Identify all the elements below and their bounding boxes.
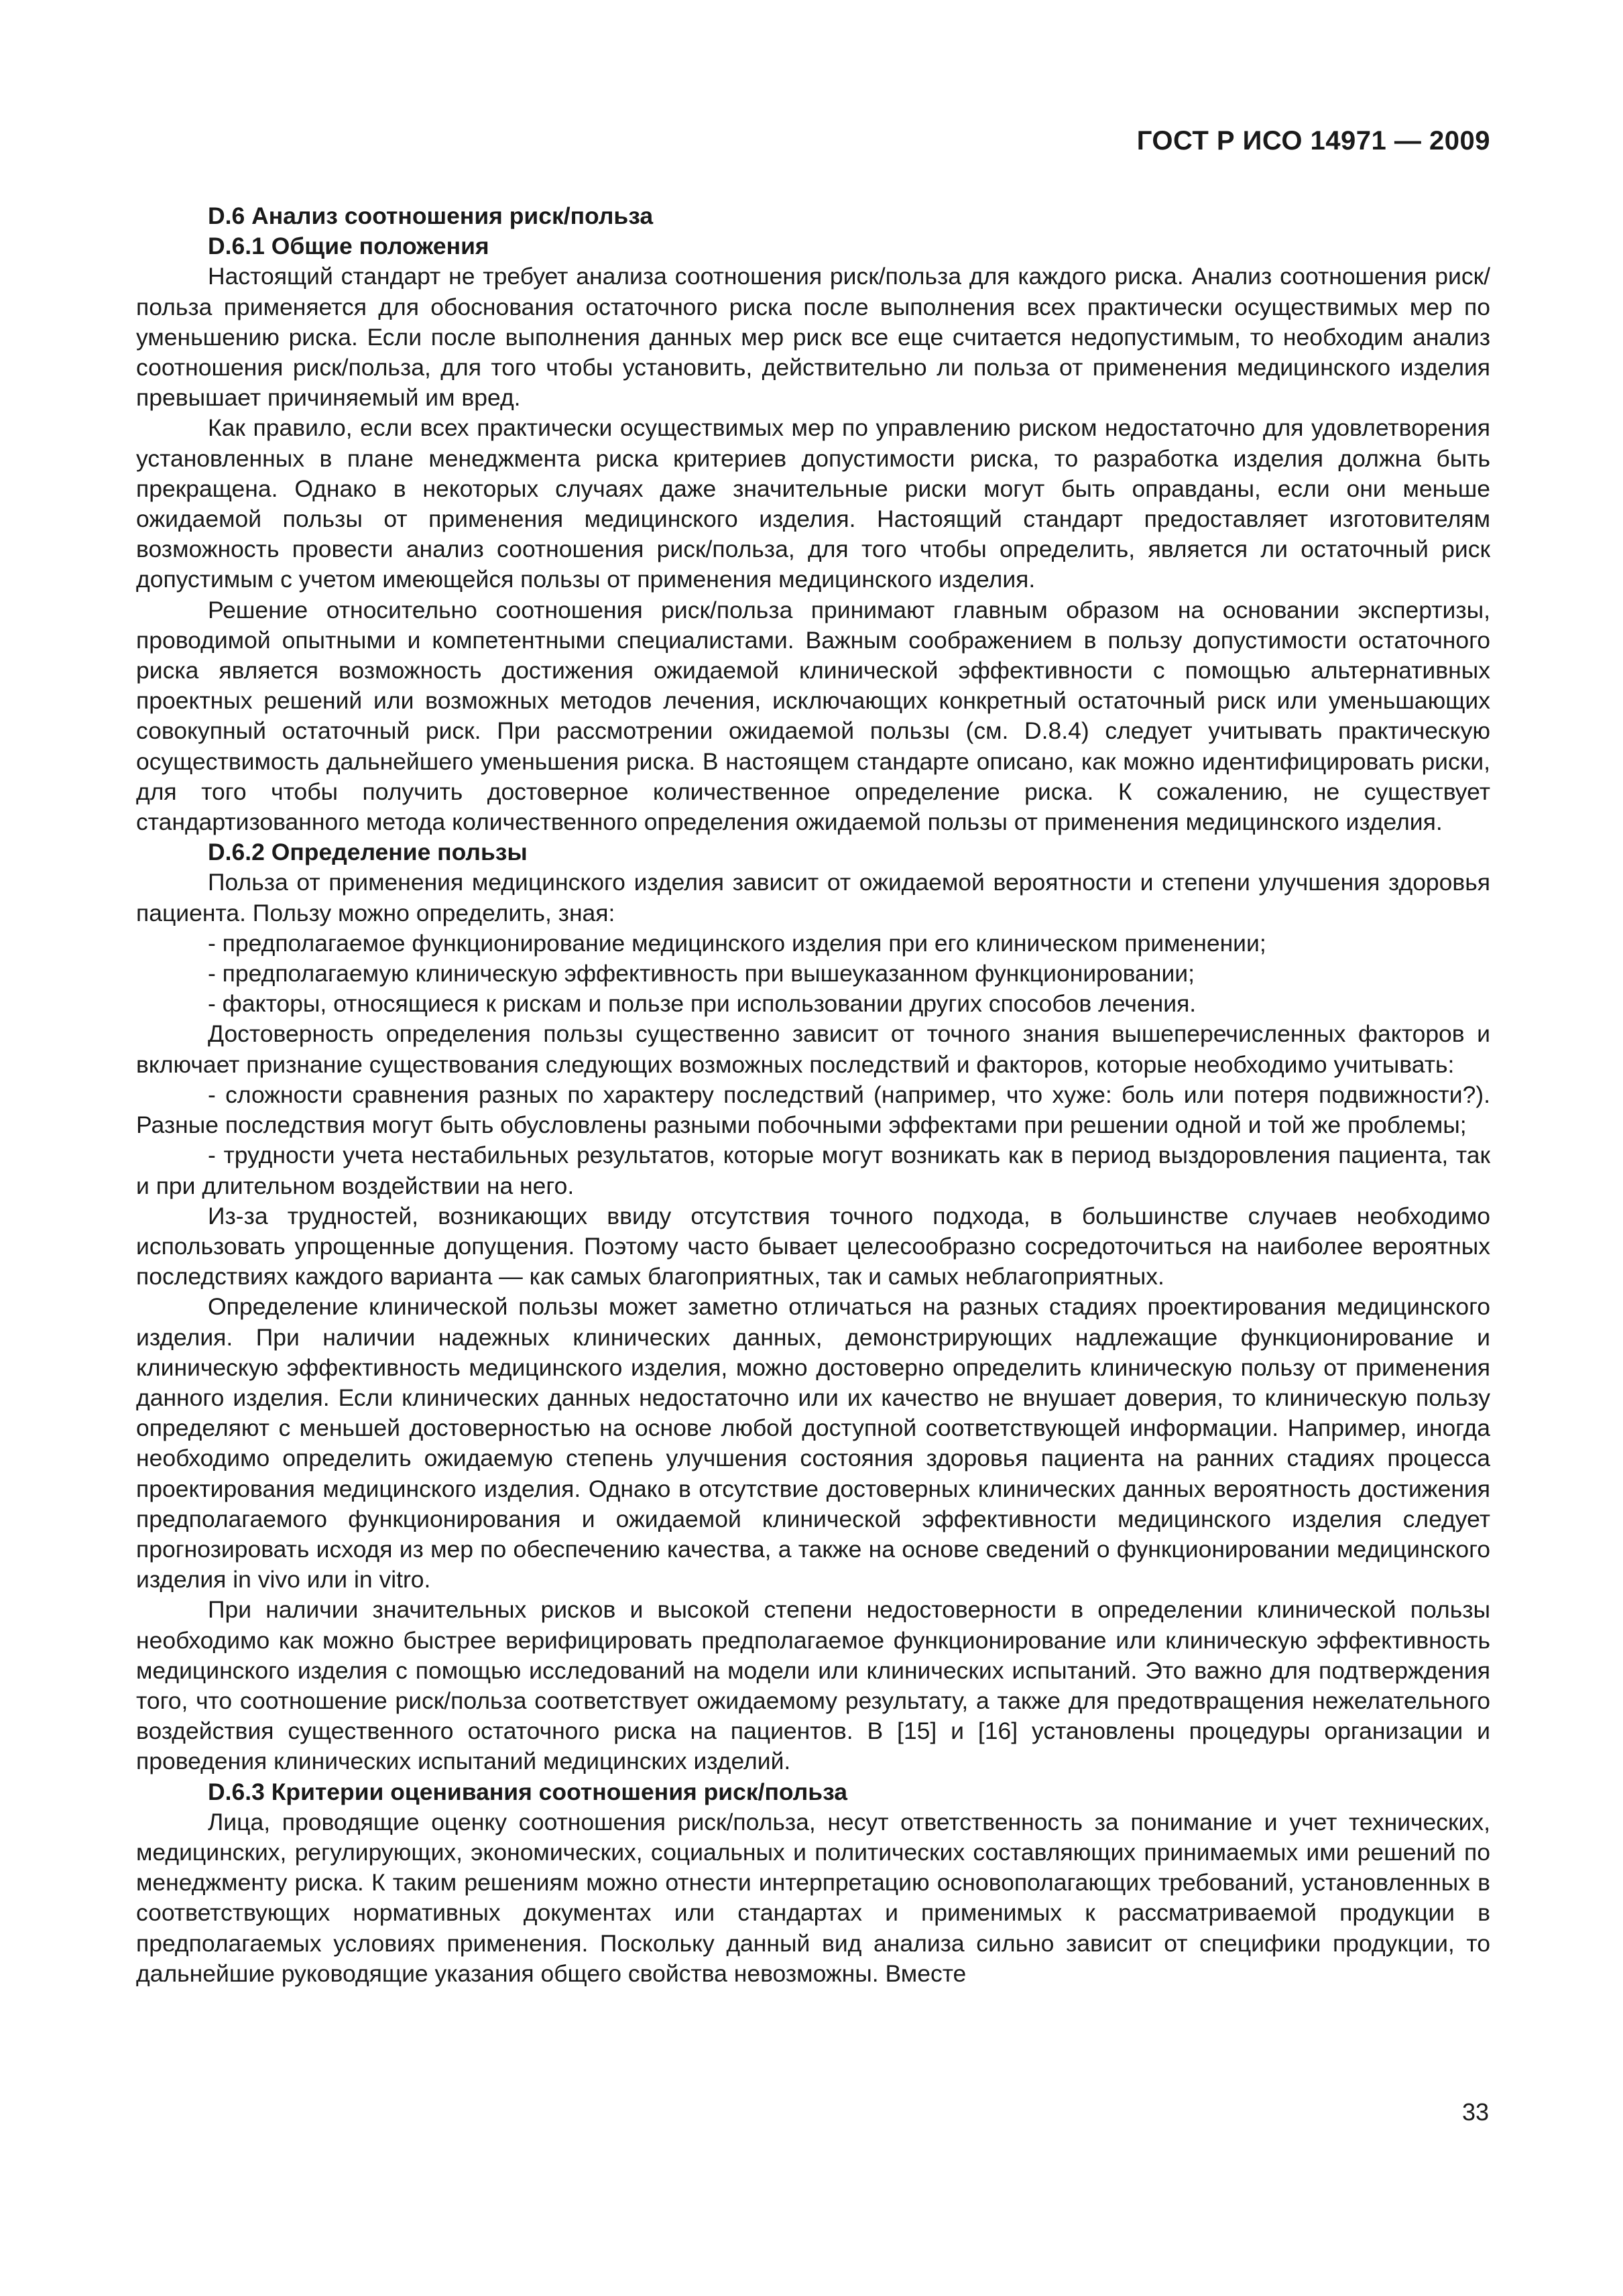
paragraph: Настоящий стандарт не требует анализа соотношения риск/польза для каждого риска. Анализ соотношения риск/польза применяется для обоснования остаточного риска после выполнения всех практически осуществимых мер по уменьшению риска. Если после выполнения данных мер риск все еще считается недопустимым, то необходим анализ соотношения риск/польза, для того чтобы установить, действительно ли польза от применения медицинского изделия превышает причиняемый им вред.: [136, 263, 1490, 412]
section-heading: D.6.1 Общие положения: [208, 233, 489, 260]
section-heading: D.6.2 Определение пользы: [208, 839, 528, 866]
list-item: - трудности учета нестабильных результатов, которые могут возникать как в период выздоровления пациента, так и при длительном воздействии на него.: [136, 1142, 1490, 1199]
paragraph: Решение относительно соотношения риск/польза принимают главным образом на основании экспертизы, проводимой опытными и компетентными специалистами. Важным соображением в пользу допустимости остаточного риска является возможность достижения ожидаемой клинической эффективности с помощью альтернативных проектных решений или возможных методов лечения, исключающих конкретный остаточный риск или уменьшающих совокупный остаточный риск. При рассмотрении ожидаемой пользы (см. D.8.4) следует учитывать практическую осуществимость дальнейшего уменьшения риска. В настоящем стандарте описано, как можно идентифицировать риски, для того чтобы получить достоверное количественное определение риска. К сожалению, не существует стандартизованного метода количественного определения ожидаемой пользы от применения медицинского изделия.: [136, 596, 1490, 836]
list-item: - предполагаемую клиническую эффективность при вышеуказанном функционировании;: [208, 960, 1195, 987]
paragraph: Из-за трудностей, возникающих ввиду отсутствия точного подхода, в большинстве случаев необходимо использовать упрощенные допущения. Поэтому часто бывает целесообразно сосредоточиться на наиболее вероятных последствиях каждого варианта — как самых благоприятных, так и самых неблагоприятных.: [136, 1202, 1490, 1290]
list-item: - предполагаемое функционирование медицинского изделия при его клиническом применении;: [208, 929, 1266, 957]
page-number: 33: [1461, 2098, 1489, 2126]
section-heading: D.6 Анализ соотношения риск/польза: [208, 202, 654, 229]
paragraph: Лица, проводящие оценку соотношения риск/польза, несут ответственность за понимание и учет технических, медицинских, регулирующих, экономических, социальных и политических составляющих принимаемых ими решений по менеджменту риска. К таким решениям можно отнести интерпретацию основополагающих требований, установленных в соответствующих нормативных документах или стандартах и применимых к рассматриваемой продукции в предполагаемых условиях применения. Поскольку данный вид анализа сильно зависит от специфики продукции, то дальнейшие руководящие указания общего свойства невозможны. Вместе: [136, 1808, 1490, 1987]
document-header: ГОСТ Р ИСО 14971 — 2009: [1136, 126, 1490, 156]
document-body: [136, 201, 1490, 1989]
paragraph: Определение клинической пользы может заметно отличаться на разных стадиях проектирования медицинского изделия. При наличии надежных клинических данных, демонстрирующих надлежащие функционирование и клиническую эффективность медицинского изделия, можно достоверно определить клиническую пользу от применения данного изделия. Если клинических данных недостаточно или их качество не внушает доверия, то клиническую пользу определяют с меньшей достоверностью на основе любой доступной соответствующей информации. Например, иногда необходимо определить ожидаемую степень улучшения состояния здоровья пациента на ранних стадиях процесса проектирования медицинского изделия. Однако в отсутствие достоверных клинических данных вероятность достижения предполагаемого функционирования и ожидаемой клинической эффективности медицинского изделия следует прогнозировать исходя из мер по обеспечению качества, а также на основе сведений о функционировании медицинского изделия in vivo или in vitro.: [136, 1293, 1490, 1593]
list-item: - сложности сравнения разных по характеру последствий (например, что хуже: боль или потеря подвижности?). Разные последствия могут быть обусловлены разными побочными эффектами при решении одной и той же проблемы;: [136, 1081, 1490, 1139]
section-heading: D.6.3 Критерии оценивания соотношения риск/польза: [208, 1778, 848, 1805]
paragraph: Достоверность определения пользы существенно зависит от точного знания вышеперечисленных факторов и включает признание существования следующих возможных последствий и факторов, которые необходимо учитывать:: [136, 1020, 1490, 1078]
paragraph: Как правило, если всех практически осуществимых мер по управлению риском недостаточно для удовлетворения установленных в плане менеджмента риска критериев допустимости риска, то разработка изделия должна быть прекращена. Однако в некоторых случаях даже значительные риски могут быть оправданы, если они меньше ожидаемой пользы от применения медицинского изделия. Настоящий стандарт предоставляет изготовителям возможность провести анализ соотношения риск/польза, для того чтобы определить, является ли остаточный риск допустимым с учетом имеющейся пользы от применения медицинского изделия.: [136, 414, 1490, 593]
list-item: - факторы, относящиеся к рискам и пользе при использовании других способов лечения.: [208, 990, 1197, 1018]
paragraph: Польза от применения медицинского изделия зависит от ожидаемой вероятности и степени улучшения здоровья пациента. Пользу можно определить, зная:: [136, 869, 1490, 926]
paragraph: При наличии значительных рисков и высокой степени недостоверности в определении клинической пользы необходимо как можно быстрее верифицировать предполагаемое функционирование или клиническую эффективность медицинского изделия с помощью исследований на модели или клинических испытаний. Это важно для подтверждения того, что соотношение риск/польза соответствует ожидаемому результату, а также для предотвращения нежелательного воздействия существенного остаточного риска на пациентов. В [15] и [16] установлены процедуры организации и проведения клинических испытаний медицинских изделий.: [136, 1596, 1490, 1775]
